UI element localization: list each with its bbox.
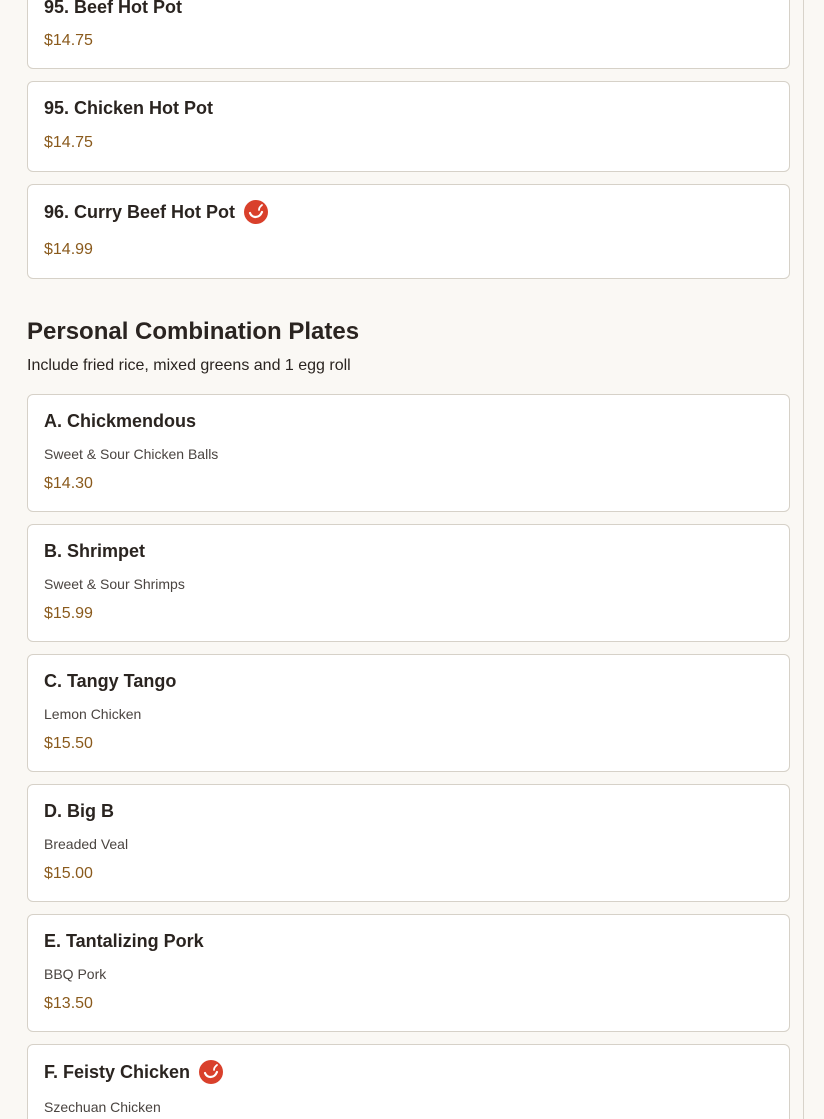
menu-item-title: A. Chickmendous (44, 411, 197, 431)
menu-item-card[interactable] (27, 784, 790, 902)
menu-item-description: Sweet & Sour Shrimps (44, 576, 185, 592)
menu-item-title: 96. Curry Beef Hot Pot (44, 200, 268, 224)
menu-item-description: Lemon Chicken (44, 706, 142, 722)
menu-item-title: B. Shrimpet (44, 541, 146, 561)
menu-item-card[interactable] (27, 0, 790, 69)
menu-item-card[interactable] (27, 914, 790, 1032)
menu-item-description: Breaded Veal (44, 836, 129, 852)
scroll-divider (803, 0, 804, 1119)
section-subtitle: Include fried rice, mixed greens and 1 egg roll (27, 357, 351, 374)
menu-item-title: F. Feisty Chicken (44, 1060, 223, 1084)
menu-item-price: $15.00 (44, 865, 93, 882)
menu-item-price: $14.75 (44, 32, 93, 49)
menu-item-price: $14.75 (44, 134, 93, 151)
menu-item-title: D. Big B (44, 801, 114, 821)
menu-item-card[interactable] (27, 394, 790, 512)
menu-item-price: $14.99 (44, 241, 93, 258)
menu-item-description: Szechuan Chicken (44, 1099, 161, 1115)
menu-item-title: 95. Chicken Hot Pot (44, 98, 214, 118)
menu-item-title: E. Tantalizing Pork (44, 931, 204, 951)
menu-item-card[interactable] (27, 524, 790, 642)
menu-item-description: BBQ Pork (44, 966, 107, 982)
menu-item-title: 95. Beef Hot Pot (44, 0, 183, 17)
menu-item-price: $15.99 (44, 605, 93, 622)
menu-item-card[interactable] (27, 184, 790, 279)
menu-item-price: $14.30 (44, 475, 93, 492)
menu-item-card[interactable] (27, 1044, 790, 1119)
section-title: Personal Combination Plates (27, 318, 360, 345)
menu-item-title: C. Tangy Tango (44, 671, 177, 691)
chili-pepper-icon (244, 200, 268, 224)
menu-item-description: Sweet & Sour Chicken Balls (44, 446, 219, 462)
menu-item-price: $13.50 (44, 995, 93, 1012)
menu-item-price: $15.50 (44, 735, 93, 752)
menu-item-card[interactable] (27, 81, 790, 172)
menu-item-card[interactable] (27, 654, 790, 772)
chili-pepper-icon (199, 1060, 223, 1084)
